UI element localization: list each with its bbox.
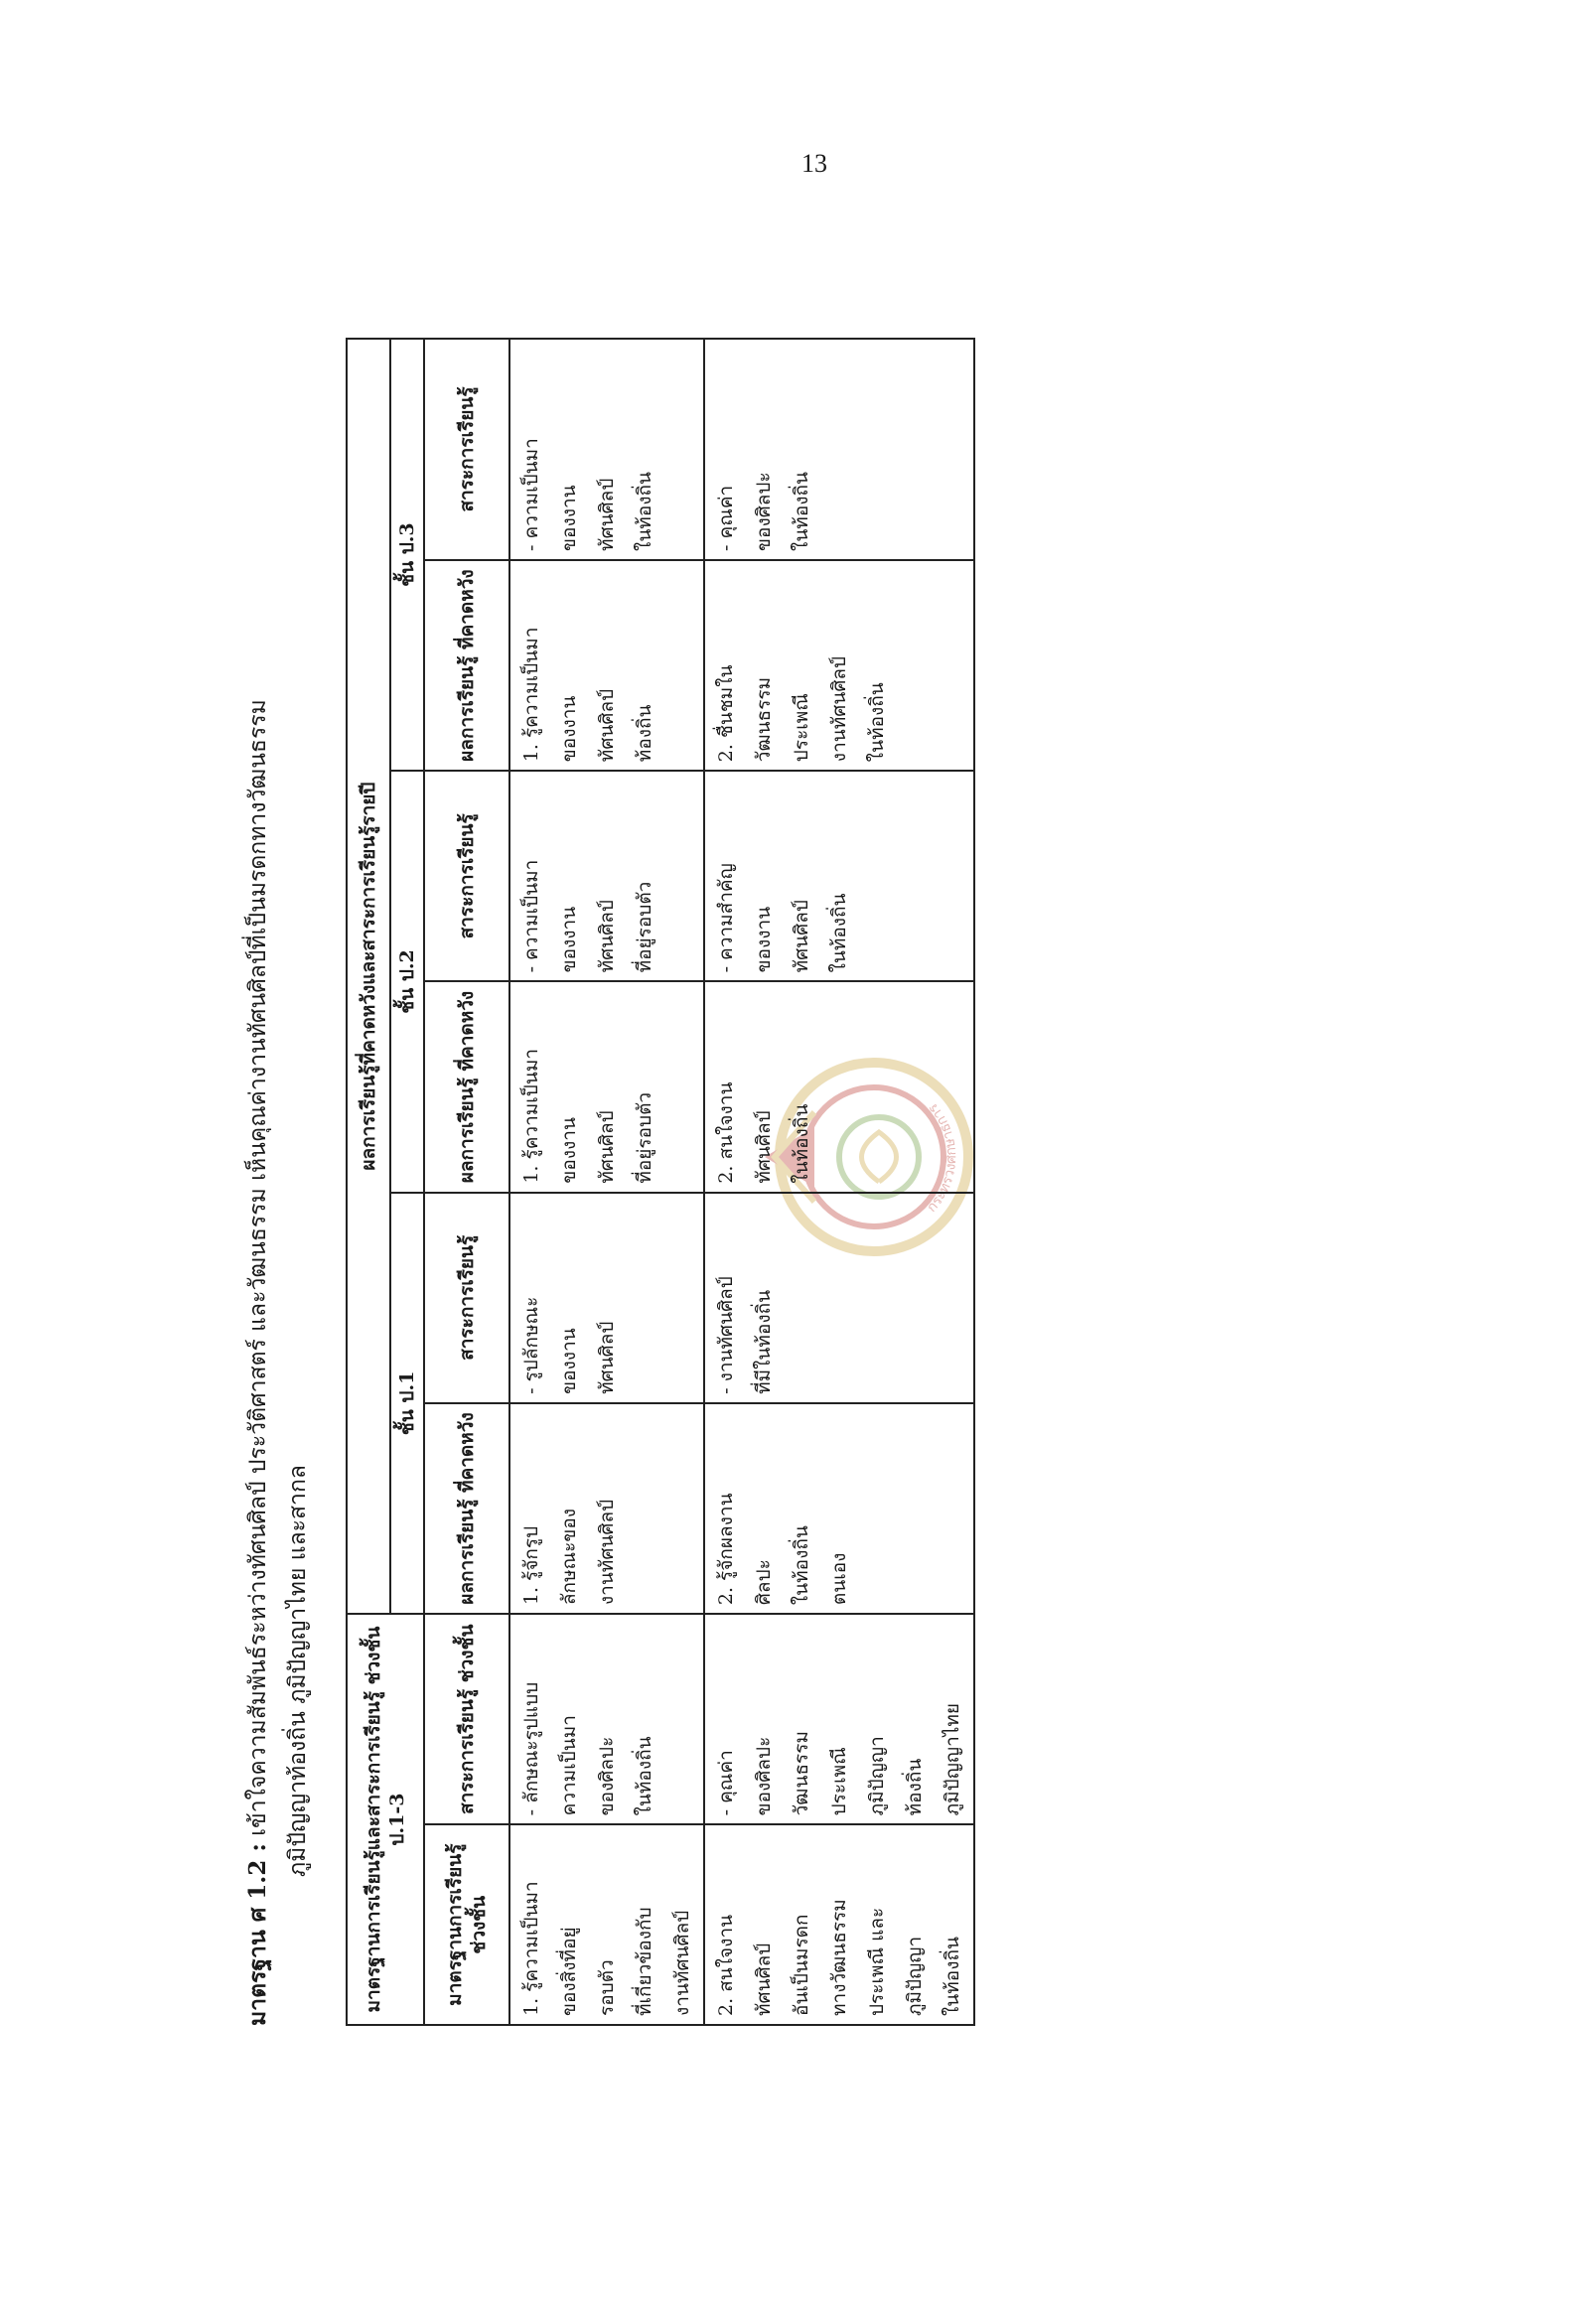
cell-p3-content: - ความเป็นมา ของงาน ทัศนศิลป์ ในท้องถิ่น <box>509 339 704 560</box>
cell-p2-outcome: 2. สนใจงาน ทัศนศิลป์ ในท้องถิ่น <box>704 981 974 1192</box>
cell-p1-content: - รูปลักษณะ ของงาน ทัศนศิลป์ <box>509 1193 704 1403</box>
cell-p3-content: - คุณค่า ของศิลปะ ในท้องถิ่น <box>704 339 974 560</box>
col-p2-content: สาระการเรียนรู้ <box>424 771 509 981</box>
col-p1-outcome: ผลการเรียนรู้ ที่คาดหวัง <box>424 1403 509 1614</box>
cell-p2-content: - ความสำคัญ ของงาน ทัศนศิลป์ ในท้องถิ่น <box>704 771 974 981</box>
cell-p1-outcome: 1. รู้จักรูป ลักษณะของ งานทัศนศิลป์ <box>509 1403 704 1614</box>
col-p2-outcome: ผลการเรียนรู้ ที่คาดหวัง <box>424 981 509 1192</box>
header-grade-p3: ชั้น ป.3 <box>390 339 424 771</box>
col-standard: มาตรฐานการเรียนรู้ ช่วงชั้น <box>424 1824 509 2025</box>
cell-content-range: - คุณค่า ของศิลปะ วัฒนธรรม ประเพณี ภูมิปัญญา ท้องถิ่น ภูมิปัญญาไทย <box>704 1614 974 1824</box>
curriculum-table <box>346 338 975 2026</box>
cell-p3-outcome: 1. รู้ความเป็นมา ของงาน ทัศนศิลป์ ท้องถิ่น <box>509 560 704 771</box>
standard-text-1: เข้าใจความสัมพันธ์ระหว่างทัศนศิลป์ ประวัติศาสตร์ และวัฒนธรรม เห็นคุณค่างานทัศนศิลป์ที่เป็นมรดกทางวัฒนธรรม <box>245 699 271 1836</box>
cell-p1-outcome: 2. รู้จักผลงาน ศิลปะ ในท้องถิ่น ตนเอง <box>704 1403 974 1614</box>
cell-p2-content: - ความเป็นมา ของงาน ทัศนศิลป์ ที่อยู่รอบตัว <box>509 771 704 981</box>
col-p3-content: สาระการเรียนรู้ <box>424 339 509 560</box>
standard-heading <box>238 238 318 2026</box>
cell-p3-outcome: 2. ชื่นชมใน วัฒนธรรม ประเพณี งานทัศนศิลป์ ในท้องถิ่น <box>704 560 974 771</box>
header-grade-p1: ชั้น ป.1 <box>390 1193 424 1614</box>
table-row <box>704 339 974 2025</box>
seal-text: กระทรวงศึกษาธิการ <box>924 1099 960 1216</box>
cell-standard: 2. สนใจงาน ทัศนศิลป์ อันเป็นมรดก ทางวัฒนธรรม ประเพณี และ ภูมิปัญญา ในท้องถิ่น <box>704 1824 974 2025</box>
cell-content-range: - ลักษณะรูปแบบ ความเป็นมา ของศิลปะ ในท้องถิ่น <box>509 1614 704 1824</box>
col-p3-outcome: ผลการเรียนรู้ ที่คาดหวัง <box>424 560 509 771</box>
header-annual-outcomes: ผลการเรียนรู้ที่คาดหวังและสาระการเรียนรู้รายปี <box>347 339 390 1614</box>
header-grade-p2: ชั้น ป.2 <box>390 771 424 1192</box>
cell-standard: 1. รู้ความเป็นมา ของสิ่งที่อยู่ รอบตัว ที่เกี่ยวข้องกับ งานทัศนศิลป์ <box>509 1824 704 2025</box>
rotated-page-content <box>238 238 1291 2026</box>
standard-heading-line-2: ภูมิปัญญาท้องถิ่น ภูมิปัญญาไทย และสากล <box>285 1465 311 1877</box>
standard-heading-line-1 <box>238 238 278 2026</box>
standard-label: มาตรฐาน ศ 1.2 : <box>244 1843 271 2026</box>
cell-p2-outcome: 1. รู้ความเป็นมา ของงาน ทัศนศิลป์ ที่อยู่รอบตัว <box>509 981 704 1192</box>
col-p1-content: สาระการเรียนรู้ <box>424 1193 509 1403</box>
page-number: 13 <box>801 149 827 178</box>
header-standards-range: มาตรฐานการเรียนรู้และสาระการเรียนรู้ ช่วงชั้น ป.1-3 <box>347 1614 424 2025</box>
table-row <box>509 339 704 2025</box>
col-content-range: สาระการเรียนรู้ ช่วงชั้น <box>424 1614 509 1824</box>
cell-p1-content: - งานทัศนศิลป์ ที่มีในท้องถิ่น <box>704 1193 974 1403</box>
